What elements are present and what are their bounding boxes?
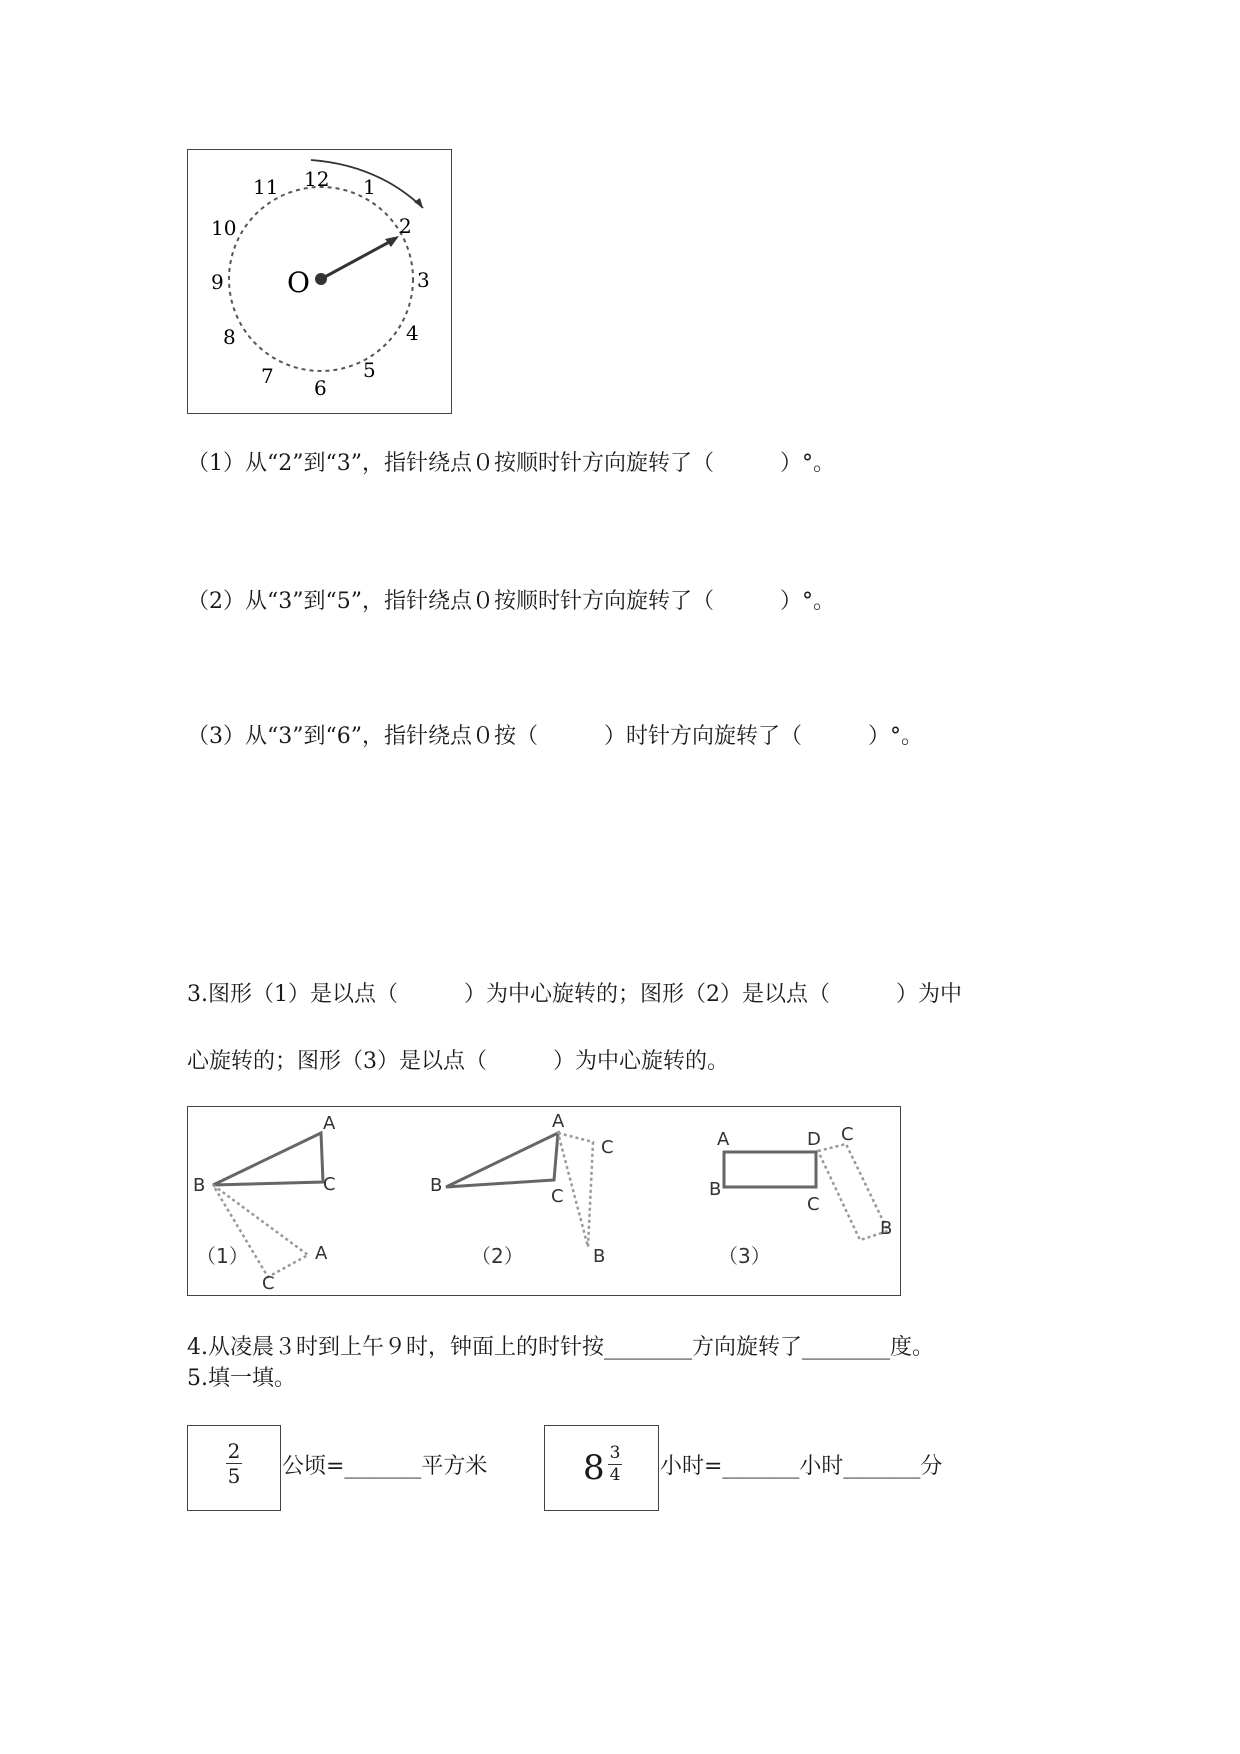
fig2-rotated-b: B <box>593 1246 606 1267</box>
fig3-rotated-c: C <box>841 1124 854 1145</box>
question-4: 4.从凌晨３时到上午９时，钟面上的时针按________方向旋转了________度。 <box>187 1335 934 1360</box>
fig3-point-d: D <box>807 1129 821 1150</box>
fig2-point-a: A <box>552 1111 565 1132</box>
fig3-point-b: B <box>709 1179 722 1200</box>
clock-number-3: 3 <box>417 268 430 292</box>
clock-number-1: 1 <box>363 175 376 199</box>
fig1-rotated-c: C <box>262 1273 275 1294</box>
clock-number-8: 8 <box>223 325 236 349</box>
fraction-denominator: 5 <box>227 1464 241 1488</box>
fig3-point-a: A <box>717 1129 730 1150</box>
fraction-numerator: 2 <box>227 1439 241 1463</box>
question-3-line-1: 3.图形（1）是以点（ ）为中心旋转的；图形（2）是以点（ ）为中 <box>187 982 962 1007</box>
fig2-point-c: C <box>551 1186 564 1207</box>
fig3-rotated-b: B <box>880 1218 893 1239</box>
clock-diagram <box>188 150 451 413</box>
question-2-part-1: （1）从“2”到“3”，指针绕点０按顺时针方向旋转了（ ）°。 <box>187 451 835 476</box>
rotation-figures <box>187 1106 901 1296</box>
clock-number-4: 4 <box>406 321 419 345</box>
clock-number-7: 7 <box>261 364 274 388</box>
fig3-point-c: C <box>807 1194 820 1215</box>
clock-number-9: 9 <box>211 270 224 294</box>
fig2-rotated-c: C <box>601 1137 614 1158</box>
fig1-point-b: B <box>193 1175 206 1196</box>
clock-figure <box>187 149 452 414</box>
fig3-label: （3） <box>718 1244 771 1268</box>
rotation-diagram <box>188 1107 900 1295</box>
fraction-3-4 <box>605 1444 625 1485</box>
clock-number-10: 10 <box>211 216 237 240</box>
mixed-number-whole: 8 <box>583 1448 605 1488</box>
fig1-label: （1） <box>196 1244 249 1268</box>
clock-number-6: 6 <box>314 376 327 400</box>
clock-number-2: 2 <box>399 214 412 238</box>
fraction-box-2 <box>544 1425 659 1511</box>
question-5-title: 5.填一填。 <box>187 1366 296 1391</box>
question-3-line-2: 心旋转的；图形（3）是以点（ ）为中心旋转的。 <box>187 1049 729 1074</box>
question-5-item-1: 公顷=_______平方米 <box>282 1454 488 1479</box>
fig2-label: （2） <box>471 1244 524 1268</box>
clock-number-12: 12 <box>304 167 330 191</box>
fig1-point-c: C <box>323 1174 336 1195</box>
fraction-2-5 <box>188 1440 280 1487</box>
fig1-rotated-a: A <box>315 1243 328 1264</box>
fig2-point-b: B <box>430 1175 443 1196</box>
fraction-box-1 <box>187 1425 281 1511</box>
clock-number-11: 11 <box>253 175 279 199</box>
fraction-denominator: 4 <box>609 1465 621 1485</box>
question-5-item-2: 小时=_______小时_______分 <box>660 1454 943 1479</box>
question-2-part-2: （2）从“3”到“5”，指针绕点０按顺时针方向旋转了（ ）°。 <box>187 589 835 614</box>
clock-center-label: O <box>287 266 310 299</box>
fraction-numerator: 3 <box>609 1443 621 1463</box>
fig1-point-a: A <box>323 1113 336 1134</box>
question-2-part-3: （3）从“3”到“6”，指针绕点０按（ ）时针方向旋转了（ ）°。 <box>187 724 923 749</box>
clock-number-5: 5 <box>363 358 376 382</box>
